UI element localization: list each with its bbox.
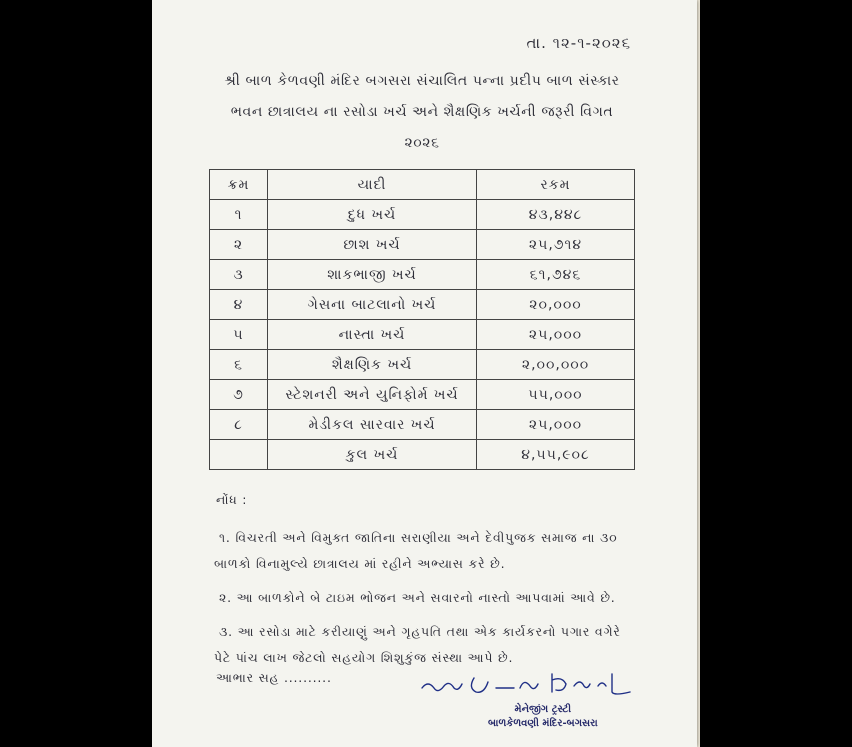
handwritten-signature [416, 668, 636, 698]
table-row [210, 290, 635, 320]
heading-line-1: શ્રી બાળ કેળવણી મંદિર બગસરા સંચાલિત પન્ના પ્રદીપ બાળ સંસ્કાર [224, 73, 620, 89]
row-item: દુધ ખર્ચ [268, 200, 477, 230]
closing-thanks: આભાર સહ .......... [216, 670, 332, 685]
table-row [210, 320, 635, 350]
table-row [210, 350, 635, 380]
row-serial: ૪ [210, 290, 268, 320]
row-item: મેડીકલ સારવાર ખર્ચ [268, 410, 477, 440]
table-row [210, 200, 635, 230]
row-amount: ૨૫,૦૦૦ [477, 320, 635, 350]
row-item: શૈક્ષણિક ખર્ચ [268, 350, 477, 380]
expense-table [209, 169, 635, 470]
row-amount: ૪૩,૪૪૮ [477, 200, 635, 230]
row-amount: ૨,૦૦,૦૦૦ [477, 350, 635, 380]
note-item: ૩. આ રસોડા માટે કરીયાણું અને ગૃહપતિ તથા એક કાર્યકરનો પગાર વગેરે પેટે પાંચ લાખ જેટલો સહયોગ શિશુકુંજ સંસ્થા આપે છે. [214, 624, 621, 665]
table-row [210, 380, 635, 410]
total-amount: ૪,૫૫,૯૦૮ [477, 440, 635, 470]
row-item: સ્ટેશનરી અને યુનિફોર્મ ખર્ચ [268, 380, 477, 410]
row-item: છાશ ખર્ચ [268, 230, 477, 260]
row-serial: ૧ [210, 200, 268, 230]
column-header-serial: ક્રમ [210, 170, 268, 200]
row-amount: ૨૦,૦૦૦ [477, 290, 635, 320]
stamp-line-1: મેનેજીંગ ટ્રસ્ટી [514, 704, 572, 715]
total-label: કુલ ખર્ચ [268, 440, 477, 470]
table-header-row [210, 170, 635, 200]
row-serial: ૨ [210, 230, 268, 260]
row-amount: ૫૫,૦૦૦ [477, 380, 635, 410]
trustee-stamp [488, 703, 598, 731]
column-header-amount: રકમ [477, 170, 635, 200]
note-item: ૨. આ બાળકોને બે ટાઇમ ભોજન અને સવારનો નાસ્તો આપવામાં આવે છે. [219, 590, 616, 605]
row-serial: ૮ [210, 410, 268, 440]
total-serial-empty [210, 440, 268, 470]
row-amount: ૬૧,૭૪૬ [477, 260, 635, 290]
table-row [210, 230, 635, 260]
heading-line-3: ૨૦૨૬ [404, 135, 440, 151]
row-amount: ૨૫,૦૦૦ [477, 410, 635, 440]
column-header-item: યાદી [268, 170, 477, 200]
row-amount: ૨૫,૭૧૪ [477, 230, 635, 260]
table-row [210, 410, 635, 440]
stamp-line-2: બાળકેળવણી મંદિર-બગસરા [488, 718, 598, 729]
note-item: ૧. વિચરતી અને વિમુક્ત જાતિના સરાણીયા અને દેવીપુજક સમાજ ના ૩૦ બાળકો વિનામુલ્યે છાત્રાલય માં રહીને અભ્યાસ કરે છે. [214, 530, 618, 571]
row-serial: ૫ [210, 320, 268, 350]
document-heading [192, 66, 652, 159]
document-date: તા. ૧૨-૧-૨૦૨૬ [526, 34, 631, 52]
table-total-row [210, 440, 635, 470]
heading-line-2: ભવન છાત્રાલય ના રસોડા ખર્ચ અને શૈક્ષણિક ખર્ચની જરૂરી વિગત [230, 104, 614, 120]
row-item: ગેસના બાટલાનો ખર્ચ [268, 290, 477, 320]
row-item: નાસ્તા ખર્ચ [268, 320, 477, 350]
row-serial: ૩ [210, 260, 268, 290]
notes-section [214, 492, 634, 679]
row-serial: ૭ [210, 380, 268, 410]
row-serial: ૬ [210, 350, 268, 380]
table-row [210, 260, 635, 290]
row-item: શાકભાજી ખર્ચ [268, 260, 477, 290]
notes-title: નોંધ : [216, 492, 248, 507]
document-page [152, 0, 697, 747]
